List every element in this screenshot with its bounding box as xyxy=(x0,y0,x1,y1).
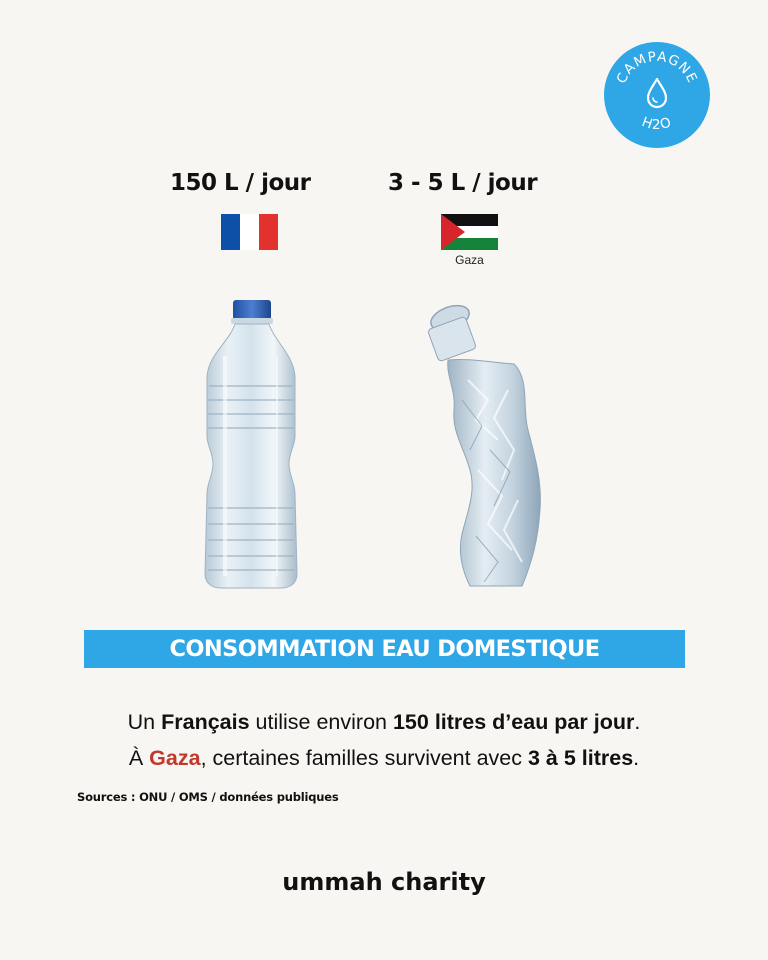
france-statement: Un Français utilise environ 150 litres d’eau par jour. xyxy=(127,710,641,734)
consumption-banner xyxy=(84,630,685,668)
gaza-label: Gaza xyxy=(455,253,484,267)
svg-text:H2O: H2O xyxy=(639,114,675,134)
svg-text:CAMPAGNE: CAMPAGNE xyxy=(613,48,701,87)
france-flag-icon xyxy=(221,214,278,250)
sources-note: Sources : ONU / OMS / données publiques xyxy=(77,790,339,804)
full-water-bottle-image xyxy=(195,296,307,592)
banner-title: CONSOMMATION EAU DOMESTIQUE xyxy=(169,636,600,662)
palestine-flag-icon xyxy=(441,214,498,250)
gaza-amount: 3 - 5 L / jour xyxy=(388,170,538,196)
crushed-water-bottle-image xyxy=(418,300,558,592)
brand-name: ummah charity xyxy=(282,868,486,896)
campagne-h2o-badge xyxy=(604,42,710,148)
france-amount: 150 L / jour xyxy=(170,170,311,196)
gaza-statement: À Gaza, certaines familles survivent avec 3 à 5 litres. xyxy=(128,746,640,770)
